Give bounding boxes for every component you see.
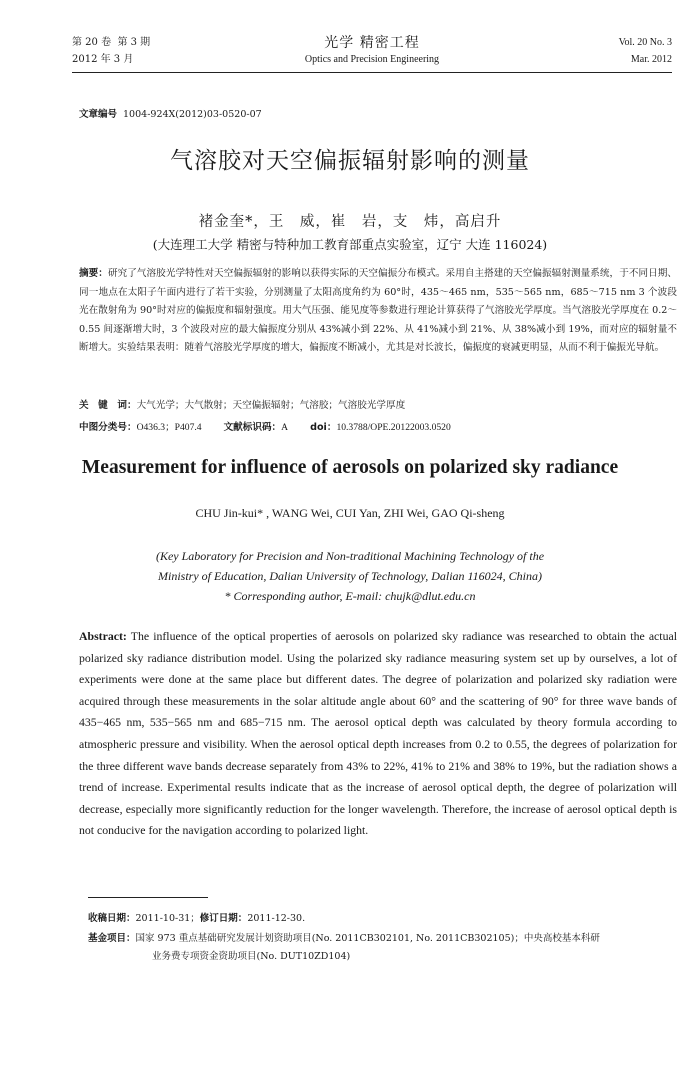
classification-line <box>79 419 677 433</box>
volume-en: Vol. 20 No. 3 <box>618 37 672 48</box>
abstract-en-label: Abstract: <box>79 629 127 643</box>
fund-label: 基金项目： <box>88 933 136 944</box>
journal-name-zh: 光学 精密工程 <box>324 35 420 51</box>
doc-code-label: 文献标识码： <box>223 422 282 433</box>
received-date: 2011-10-31； <box>135 913 200 924</box>
clc-label: 中图分类号： <box>79 422 137 433</box>
date-en: Mar. 2012 <box>630 54 672 65</box>
revised-date: 2011-12-30. <box>247 913 306 924</box>
clc-value: O436.3；P407.4 <box>136 422 202 433</box>
running-header <box>72 34 672 74</box>
header-center <box>72 34 672 68</box>
abstract-zh-text: 研究了气溶胶光学特性对天空偏振辐射的影响以获得实际的天空偏振分布模式。采用自主搭建的天空偏振辐射测量系统，于不同日期、同一地点在太阳子午面内进行了若干实验，分别测量了太阳高度角约为 60°时，435～465 nm，535～565 nm，685～715 nm 3 个波段光在散射角为 90°时对应的偏振度和辐射强度。用大气压强、能见度等参数进行理论计算获得了气溶胶光学厚度。当气溶胶光学厚度在 0.2～0.55 间逐渐增大时，3 个波段对应的最大偏振度分别从 43%减小到 22%、从 41%减小到 21%、从 38%减小到 19%，而对应的辐射量不断增大。实验结果表明：随着气溶胶光学厚度的增大，偏振度不断减小，尤其是对长波长，偏振度的衰减更明显，从而不利于偏振光导航。 <box>79 268 678 353</box>
footnote-dates <box>88 910 678 928</box>
abstract-zh-label: 摘要： <box>79 268 108 279</box>
title-zh: 气溶胶对天空偏振辐射影响的测量 <box>170 148 530 174</box>
doc-code-value: A <box>281 422 289 433</box>
keywords-zh <box>79 397 677 411</box>
doi-value: 10.3788/OPE.20122003.0520 <box>336 422 451 433</box>
revised-label: 修订日期： <box>199 913 248 924</box>
footnote-funding <box>88 930 678 966</box>
article-number-label: 文章编号 <box>79 109 118 120</box>
affiliation-en-line1: (Key Laboratory for Precision and Non-traditional Machining Technology of the <box>155 549 545 563</box>
footnote-rule <box>88 897 208 898</box>
affiliation-en <box>0 546 700 606</box>
issue-zh: 第 3 期 <box>117 37 151 48</box>
received-label: 收稿日期： <box>88 913 136 924</box>
article-number-value: 1004-924X(2012)03-0520-07 <box>123 109 262 120</box>
header-rule <box>72 72 672 73</box>
fund-line1: 国家 973 重点基础研究发展计划资助项目(No. 2011CB302101, No. 2011CB302105)；中央高校基本科研 <box>135 933 600 944</box>
authors-zh: 褚金奎*，王 威，崔 岩，支 炜，高启升 <box>198 214 502 230</box>
article-number <box>79 106 262 120</box>
authors-en: CHU Jin-kui* , WANG Wei, CUI Yan, ZHI Wei, GAO Qi-sheng <box>195 506 505 520</box>
header-right <box>619 34 672 68</box>
title-en: Measurement for influence of aerosols on polarized sky radiance <box>81 457 619 478</box>
abstract-en-text: The influence of the optical properties of aerosols on polarized sky radiance was researched to obtain the actual polarized sky radiance distribution model. Using the polarized sky radiance measuring system set up by ourselves, a lot of experiments were done at the same place but different dates. The degree of polarization and polarized sky radiation were acquired through these measurements in the solar altitude angle about 60° and the scattering of 90° for three wave bands of 435−465 nm, 535−565 nm and 685−715 nm. The aerosol optical depth was calculated by theory formula according to atmospheric pressure and visibility. When the aerosol optical depth increases from 0.2 to 0.55, the degrees of polarization for the three different wave bands decrease separately from 43% to 22%, 41% to 21% and 38% to 19%, but the radiation shows a trend of increase. Experimental results indicate that as the increase of aerosol optical depth, the degree of polarization will decrease, especially more significantly reduction for the longer wavelength. Therefore, the increase of aerosol optical depth is not conducive for the navigation according to polarized light. <box>79 629 677 838</box>
keywords-zh-label: 关 键 词： <box>79 400 137 411</box>
volume-zh: 第 20 卷 <box>72 37 112 48</box>
keywords-zh-text: 大气光学；大气散射；天空偏振辐射；气溶胶；气溶胶光学厚度 <box>136 400 406 411</box>
journal-name-en: Optics and Precision Engineering <box>304 54 440 65</box>
affiliation-en-line2: Ministry of Education, Dalian University of Technology, Dalian 116024, China) <box>158 569 542 583</box>
doi-label: doi： <box>310 422 337 433</box>
affiliation-zh: (大连理工大学 精密与特种加工教育部重点实验室，辽宁 大连 116024) <box>152 237 548 252</box>
affiliation-en-line3: * Corresponding author, E-mail: chujk@dlut.edu.cn <box>224 589 476 603</box>
abstract-zh <box>79 265 677 358</box>
date-zh: 2012 年 3 月 <box>72 54 134 65</box>
fund-line2: 业务费专项资金资助项目(No. DUT10ZD104) <box>152 951 351 962</box>
abstract-en <box>79 626 677 842</box>
